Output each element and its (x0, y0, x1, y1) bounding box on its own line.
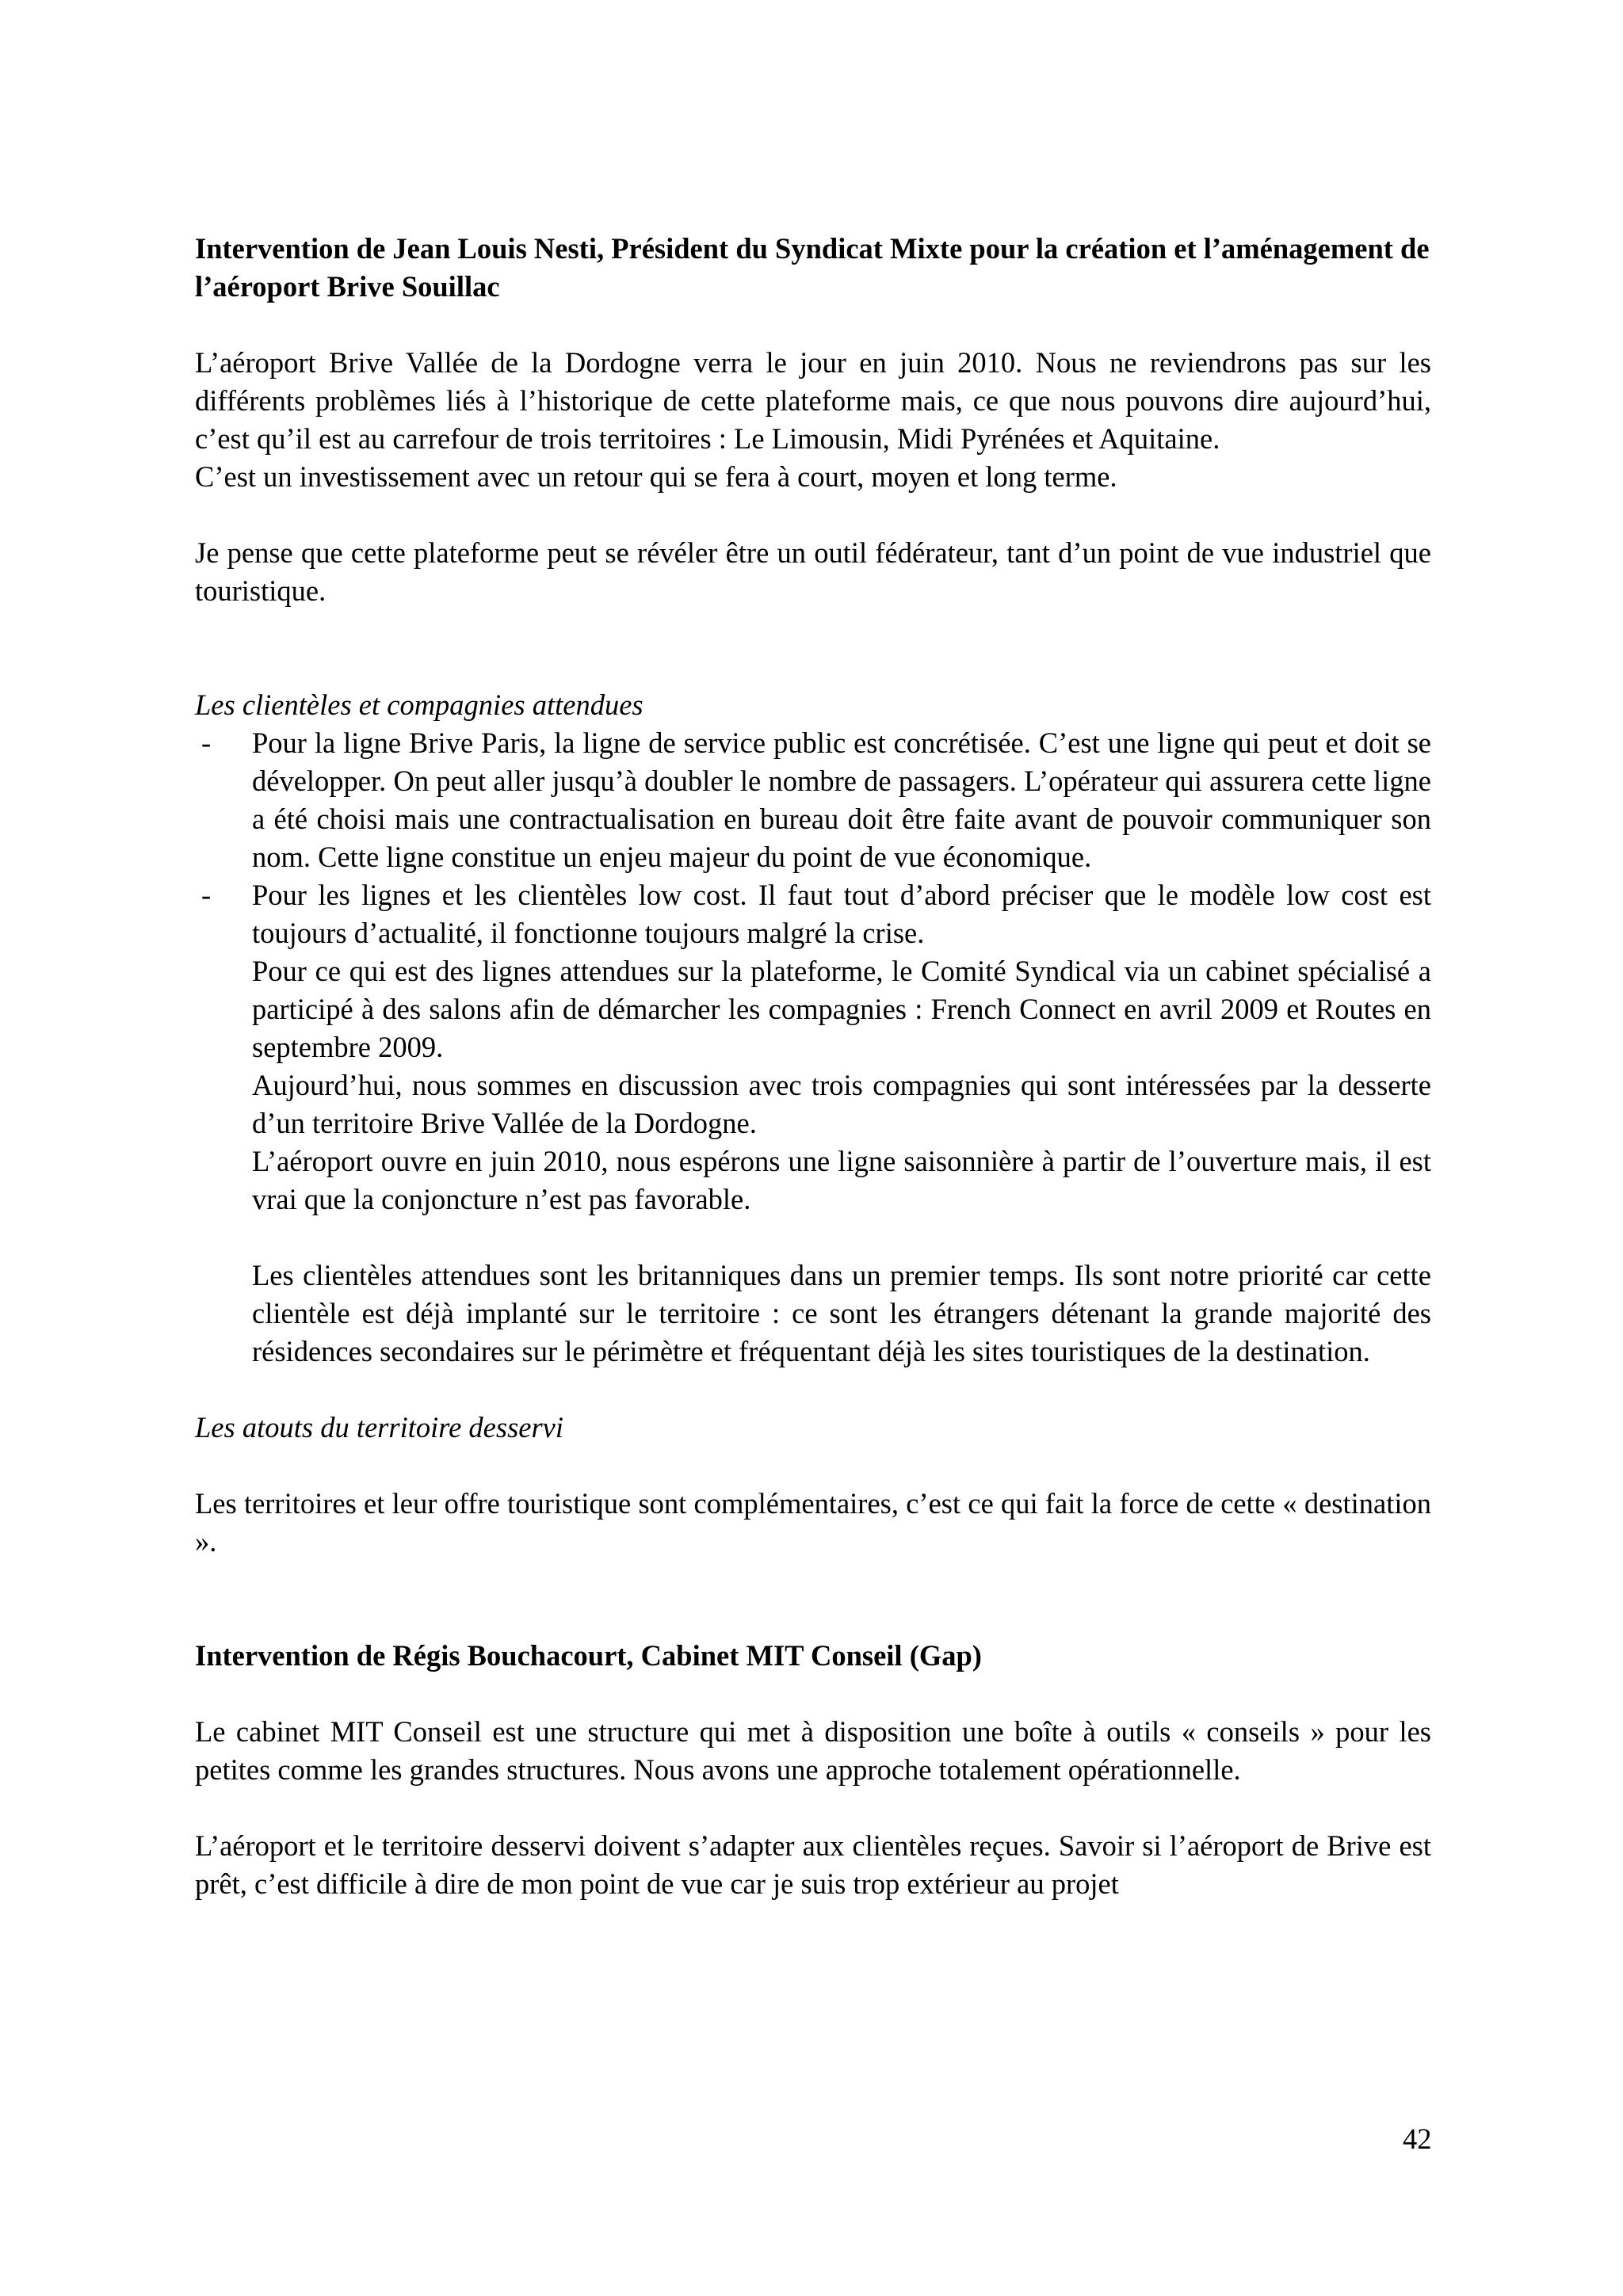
paragraph: Les territoires et leur offre touristique sont complémentaires, c’est ce qui fait la force de cette « destination ». (195, 1487, 1431, 1558)
list-item-text: Pour les lignes et les clientèles low cost. Il faut tout d’abord préciser que le modèle low cost est toujours d’actualité, il fonctionne toujours malgré la crise. (252, 879, 1431, 949)
page-number: 42 (1403, 2122, 1432, 2155)
section-heading-nesti: Intervention de Jean Louis Nesti, Président du Syndicat Mixte pour la création et l’aménagement de l’aéroport Brive Souillac (195, 232, 1430, 303)
list-item-text: Pour la ligne Brive Paris, la ligne de service public est concrétisée. C’est une ligne qui peut et doit se développer. On peut aller jusqu’à doubler le nombre de passagers. L’opérateur qui assurera cette ligne a été choisi mais une contractualisation en bureau doit être faite avant de pouvoir communiquer son nom. Cette ligne constitue un enjeu majeur du point de vue économique. (252, 727, 1431, 873)
list-item-text: Aujourd’hui, nous sommes en discussion avec trois compagnies qui sont intéressées par la desserte d’un territoire Brive Vallée de la Dordogne. (252, 1069, 1431, 1139)
page-content (195, 230, 1431, 1903)
dash-list (195, 724, 1431, 1371)
list-item (195, 876, 1431, 1371)
paragraph: C’est un investissement avec un retour qui se fera à court, moyen et long terme. (195, 460, 1117, 493)
subsection-title-atouts: Les atouts du territoire desservi (195, 1411, 564, 1444)
paragraph: L’aéroport et le territoire desservi doivent s’adapter aux clientèles reçues. Savoir si l’aéroport de Brive est prêt, c’est difficile à dire de mon point de vue car je suis trop extérieur au projet (195, 1829, 1431, 1900)
paragraph: Le cabinet MIT Conseil est une structure qui met à disposition une boîte à outils « conseils » pour les petites comme les grandes structures. Nous avons une approche totalement opérationnelle. (195, 1715, 1431, 1786)
list-item-text: Les clientèles attendues sont les britanniques dans un premier temps. Ils sont notre priorité car cette clientèle est déjà implanté sur le territoire : ce sont les étrangers détenant la grande majorité des résidences secondaires sur le périmètre et fréquentant déjà les sites touristiques de la destination. (252, 1259, 1431, 1367)
list-item-text: L’aéroport ouvre en juin 2010, nous espérons une ligne saisonnière à partir de l’ouverture mais, il est vrai que la conjoncture n’est pas favorable. (252, 1145, 1431, 1215)
paragraph: L’aéroport Brive Vallée de la Dordogne verra le jour en juin 2010. Nous ne reviendrons pas sur les différents problèmes liés à l’historique de cette plateforme mais, ce que nous pouvons dire aujourd’hui, c’est qu’il est au carrefour de trois territoires : Le Limousin, Midi Pyrénées et Aquitaine. (195, 346, 1431, 455)
dash-bullet: - (201, 727, 212, 759)
list-item-text: Pour ce qui est des lignes attendues sur la plateforme, le Comité Syndical via un cabinet spécialisé a participé à des salons afin de démarcher les compagnies : French Connect en avril 2009 et Routes en septembre 2009. (252, 955, 1431, 1063)
list-item (195, 724, 1431, 876)
paragraph: Je pense que cette plateforme peut se révéler être un outil fédérateur, tant d’un point de vue industriel que touristique. (195, 536, 1431, 607)
section-heading-bouchacourt: Intervention de Régis Bouchacourt, Cabinet MIT Conseil (Gap) (195, 1639, 982, 1672)
subsection-title-clienteles: Les clientèles et compagnies attendues (195, 688, 643, 721)
dash-bullet: - (201, 879, 212, 911)
